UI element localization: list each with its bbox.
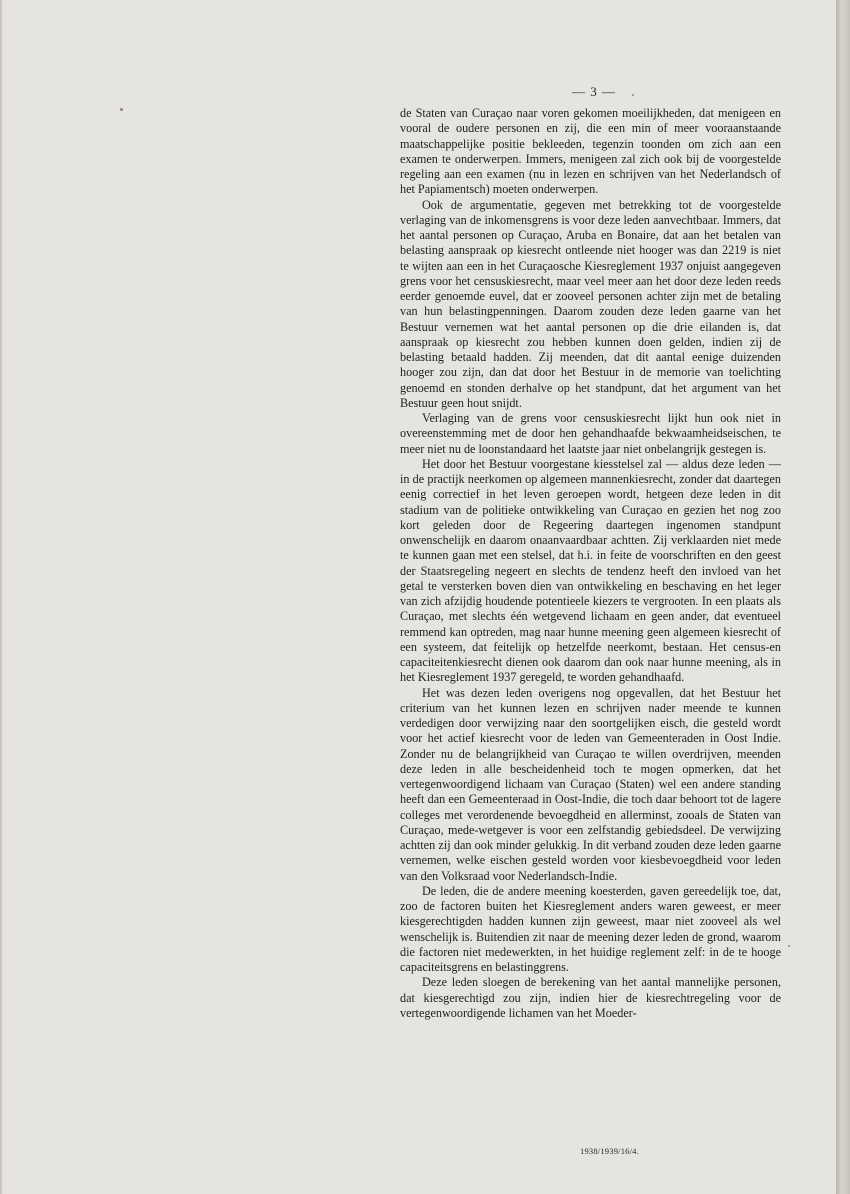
paragraph: Het was dezen leden overigens nog opgevallen, dat het Bestuur het criterium van het kunnen lezen en schrijven nader meende te kunnen verdedigen door verwijzing naar den soortgelijken eisch, die gesteld wordt voor het actief kiesrecht voor de leden van Gemeenteraden in Oost Indie. Zonder nu de belangrijkheid van Curaçao te willen overdrijven, meenden deze leden in alle bescheidenheid toch te mogen opmerken, dat het vertegenwoordigend lichaam van Curaçao (Staten) wel een andere standing heeft dan een Gemeenteraad in Oost-Indie, die toch daar behoort tot de lagere colleges met verordenende bevoegdheid en allerminst, zooals de Staten van Curaçao, mede-wetgever is voor een zelfstandig gebiedsdeel. De verwijzing achtten zij dan ook minder gelukkig. In dit verband zouden deze leden gaarne vernemen, welke eischen gesteld worden voor kiesbevoegdheid voor leden van den Volksraad voor Nederlandsch-Indie. <box>400 685 781 883</box>
paper-speck <box>788 945 790 947</box>
footer-code: 1938/1939/16/4. <box>580 1146 639 1156</box>
paper-speck <box>632 94 634 96</box>
paragraph: De leden, die de andere meening koesterden, gaven gereedelijk toe, dat, zoo de factoren buiten het Kiesreglement anders waren geweest, er meer kiesgerechtigden hadden kunnen zijn geweest, maar niet zooveel als wel wenschelijk is. Buitendien zit naar de meening dezer leden de grond, waarom die factoren niet medewerkten, in het huidige reglement zelf: in de te hooge capaciteitsgrens en belastinggrens. <box>400 883 781 974</box>
paper-speck <box>120 108 123 111</box>
paragraph: Het door het Bestuur voorgestane kiesstelsel zal — aldus deze leden — in de practijk neerkomen op algemeen mannenkiesrecht, zonder dat daartegen eenig correctief in het leven geroepen wordt, hetgeen deze leden in dit stadium van de politieke ontwikkeling van Curaçao en gezien het nog zoo kort geleden door de Regeering daartegen ingenomen standpunt onwenschelijk en daarom onaanvaardbaar achtten. Zij verklaarden niet mede te kunnen gaan met een stelsel, dat h.i. in feite de voorschriften en den geest der Staatsregeling negeert en slechts de tendenz heeft den invloed van het getal te versterken boven dien van ontwikkeling en beschaving en het leger van zich afzijdig houdende potentieele kiezers te vergrooten. In een plaats als Curaçao, met slechts één wetgevend lichaam en geen ander, dat eventueel remmend kan optreden, mag naar hunne meening geen algemeen kiesrecht of een systeem, dat feitelijk op hetzelfde neerkomt, bestaan. Het census-en capaciteitenkiesrecht dienen ook daarom dan ook naar hunne meening, als in het Kiesreglement 1937 geregeld, te worden gehandhaafd. <box>400 456 781 685</box>
document-page <box>2 0 836 1194</box>
paragraph: Ook de argumentatie, gegeven met betrekking tot de voorgestelde verlaging van de inkomensgrens is voor deze leden aanvechtbaar. Immers, dat het aantal personen op Curaçao, Aruba en Bonaire, dat aan het betalen van belasting aanspraak op kiesrecht ontleende niet hooger was dan 2219 is niet te wijten aan een in het Curaçaosche Kiesreglement 1937 onjuist aangegeven grens voor het censuskiesrecht, maar veel meer aan het door deze leden reeds eerder genoemde euvel, dat er zooveel personen achter zijn met de betaling van hun belastingpenningen. Daarom zouden deze leden gaarne van het Bestuur vernemen wat het aantal personen op die drie eilanden is, dat aanspraak op kiesrecht zou hebben kunnen doen gelden, indien zij de belasting betaald hadden. Zij meenden, dat dit aantal eenige duizenden hooger zou zijn, dan dat door het Bestuur in de memorie van toelichting genoemd en stonden derhalve op het standpunt, dat het argument van het Bestuur geen hout snijdt. <box>400 197 781 410</box>
page-edge <box>836 0 850 1194</box>
body-text <box>400 106 781 1021</box>
paragraph: Deze leden sloegen de berekening van het aantal mannelijke personen, dat kiesgerechtigd zou zijn, indien hier de kiesrechtregeling voor de vertegenwoordigende lichamen van het Moeder- <box>400 975 781 1020</box>
paragraph: de Staten van Curaçao naar voren gekomen moeilijkheden, dat menigeen en vooral de oudere personen en zij, die een min of meer vooraanstaande maatschappelijke positie bekleeden, tegenzin toonden om zich aan een examen te onderwerpen. Immers, menigeen zal zich ook bij de voorgestelde regeling aan een examen (nu in lezen en schrijven van het Nederlandsch of het Papiamentsch) moeten onderwerpen. <box>400 106 781 197</box>
paragraph: Verlaging van de grens voor censuskiesrecht lijkt hun ook niet in overeenstemming met de door hen gehandhaafde bekwaamheidseischen, te meer niet nu de loonstandaard het laatste jaar niet onbelangrijk gestegen is. <box>400 411 781 456</box>
page-number: — 3 — <box>572 84 616 99</box>
